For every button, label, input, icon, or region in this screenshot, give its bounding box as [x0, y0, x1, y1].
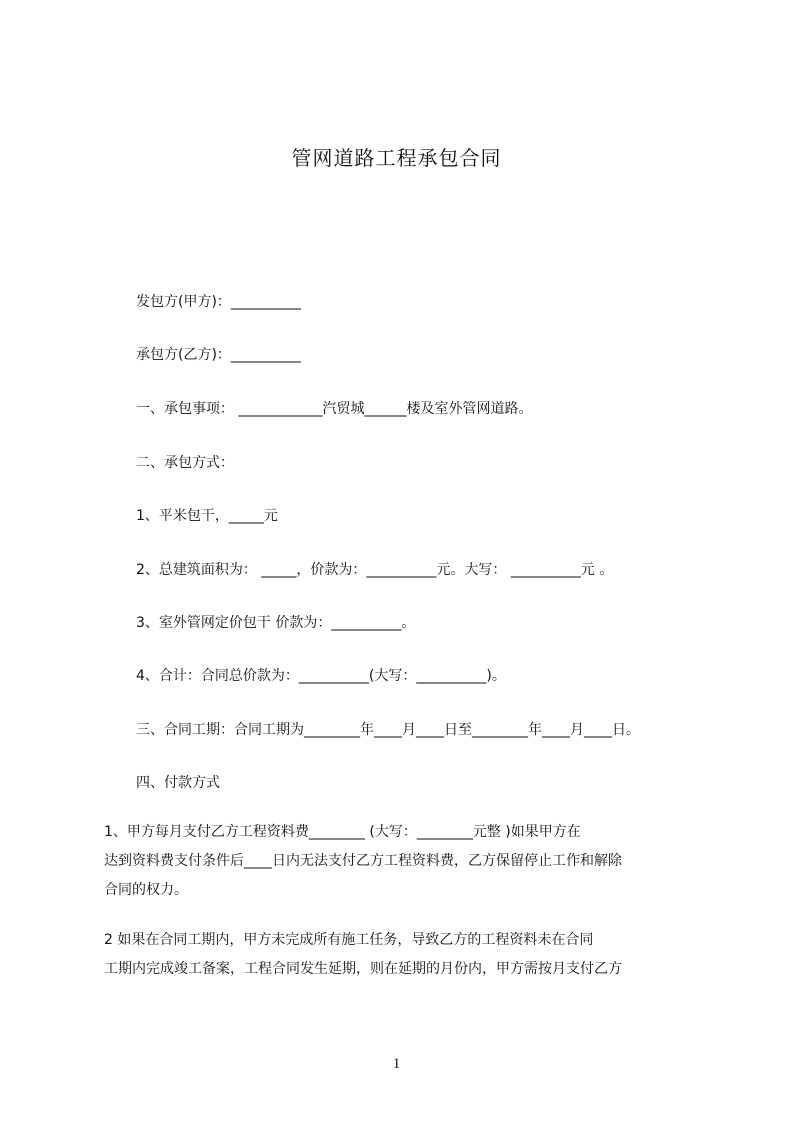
method-sub-item-4: 4、合计：合同总价款为：__________(大写：__________)。 — [136, 668, 506, 684]
method-sub-item-1: 1、平米包干，_____元 — [136, 508, 278, 524]
contract-item-method: 二、承包方式： — [136, 455, 234, 471]
method-sub-item-2: 2、总建筑面积为： _____，价款为：__________元。大写： __________元 。 — [136, 562, 614, 578]
payment-clause-2 — [104, 926, 704, 984]
payment-clause-2-line: 工期内完成竣工备案，工程合同发生延期，则在延期的月份内，甲方需按月支付乙方 — [104, 961, 622, 977]
payment-clause-1-line: 达到资料费支付条件后____日内无法支付乙方工程资料费，乙方保留停止工作和解除 — [104, 853, 622, 869]
payment-clause-1-line: 1、甲方每月支付乙方工程资料费________ (大写：________元整 )如果甲方在 — [104, 824, 581, 840]
contract-title: 管网道路工程承包合同 — [291, 146, 502, 170]
payment-clause-2-line: 2 如果在合同工期内，甲方未完成所有施工任务，导致乙方的工程资料未在合同 — [104, 932, 594, 948]
party-b-line: 承包方(乙方)：__________ — [136, 347, 301, 363]
party-a-line: 发包方(甲方)：__________ — [136, 294, 301, 310]
contract-item-payment: 四、付款方式 — [136, 775, 220, 791]
contract-item-scope: 一、承包事项： ____________汽贸城______楼及室外管网道路。 — [136, 401, 533, 417]
payment-clause-1 — [104, 818, 704, 905]
contract-item-period: 三、合同工期：合同工期为________年____月____日至________年____月____日。 — [136, 722, 640, 738]
payment-clause-1-line: 合同的权力。 — [104, 882, 188, 898]
page-number: 1 — [392, 1056, 401, 1072]
method-sub-item-3: 3、室外管网定价包干 价款为：__________。 — [136, 615, 416, 631]
